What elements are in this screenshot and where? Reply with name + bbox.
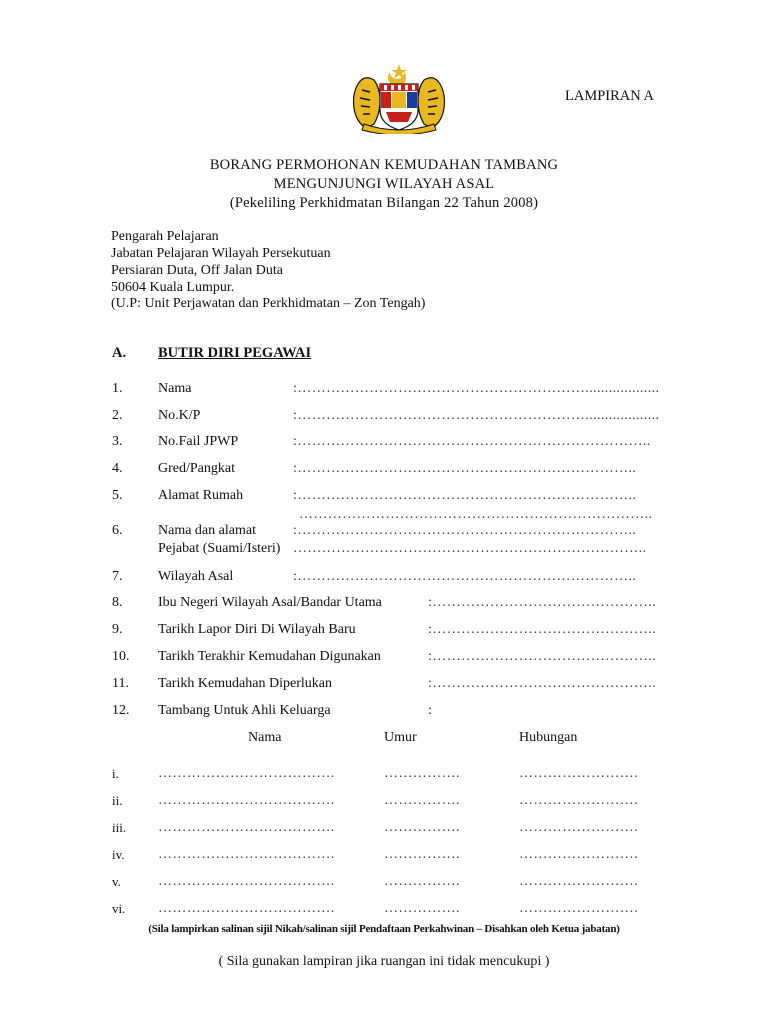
address-line5: (U.P: Unit Perjawatan dan Perkhidmatan – Zon Tengah) xyxy=(111,296,426,311)
field-number: 8. xyxy=(112,595,123,610)
family-umur-input[interactable]: ……………. xyxy=(384,820,460,835)
row-numeral: i. xyxy=(112,766,119,781)
field-input-ibu-negeri[interactable]: :……………………………………….. xyxy=(428,595,657,610)
field-input-tarikh-terakhir[interactable]: :……………………………………….. xyxy=(428,649,657,664)
field-input-nama[interactable]: :……………………………………………………................... xyxy=(293,381,660,396)
field-number: 5. xyxy=(112,488,123,503)
section-a-letter: A. xyxy=(112,345,127,361)
attachment-note: (Sila lampirkan salinan sijil Nikah/salinan sijil Pendaftaan Perkahwinan – Disahkan oleh Ketua jabatan) xyxy=(148,923,620,935)
form-title-line2: MENGUNJUNGI WILAYAH ASAL xyxy=(273,176,495,192)
field-input-nokp[interactable]: :……………………………………………………................... xyxy=(293,408,660,423)
field-input-gred[interactable]: :…………………………………………………………….. xyxy=(293,461,637,476)
field-number: 12. xyxy=(112,703,130,718)
field-number: 2. xyxy=(112,408,123,423)
section-a-title: BUTIR DIRI PEGAWAI xyxy=(158,345,312,361)
address-line2: Jabatan Pelajaran Wilayah Persekutuan xyxy=(111,246,331,261)
field-number: 6. xyxy=(112,523,123,538)
family-umur-input[interactable]: ……………. xyxy=(384,847,460,862)
field-label-tambang: Tambang Untuk Ahli Keluarga xyxy=(158,703,331,718)
family-umur-input[interactable]: ……………. xyxy=(384,901,460,916)
field-number: 4. xyxy=(112,461,123,476)
field-number: 7. xyxy=(112,569,123,584)
family-hubungan-input[interactable]: ……………………. xyxy=(519,847,639,862)
field-label-nofail: No.Fail JPWP xyxy=(158,434,239,449)
row-numeral: iv. xyxy=(112,847,125,862)
field-number: 9. xyxy=(112,622,123,637)
field-input-wilayah[interactable]: :…………………………………………………………….. xyxy=(293,569,637,584)
field-input-nofail[interactable]: :……………………………………………………………….. xyxy=(293,434,651,449)
family-nama-input[interactable]: ………………………………. xyxy=(158,793,335,808)
family-hubungan-input[interactable]: ……………………. xyxy=(519,820,639,835)
field-number: 3. xyxy=(112,434,123,449)
row-numeral: vi. xyxy=(112,901,126,916)
field-input-alamat[interactable]: :…………………………………………………………….. xyxy=(293,488,637,503)
family-umur-input[interactable]: ……………. xyxy=(384,793,460,808)
field-number: 11. xyxy=(112,676,129,691)
field-label-nokp: No.K/P xyxy=(158,408,201,423)
family-hubungan-input[interactable]: ……………………. xyxy=(519,793,639,808)
field-label-nama: Nama xyxy=(158,381,192,396)
field-label-wilayah: Wilayah Asal xyxy=(158,569,234,584)
address-line4: 50604 Kuala Lumpur. xyxy=(111,280,235,295)
field-label-tarikh-diperlukan: Tarikh Kemudahan Diperlukan xyxy=(158,676,332,691)
field-number: 1. xyxy=(112,381,123,396)
family-nama-input[interactable]: ………………………………. xyxy=(158,766,335,781)
form-title-line3: (Pekeliling Perkhidmatan Bilangan 22 Tahun 2008) xyxy=(229,195,539,211)
family-hubungan-input[interactable]: ……………………. xyxy=(519,874,639,889)
field-input-nama-alamat[interactable]: :…………………………………………………………….. xyxy=(293,523,637,538)
field-label-gred: Gred/Pangkat xyxy=(158,461,235,476)
extra-space-note: ( Sila gunakan lampiran jika ruangan ini tidak mencukupi ) xyxy=(218,954,550,969)
field-number: 10. xyxy=(112,649,130,664)
family-hubungan-input[interactable]: ……………………. xyxy=(519,766,639,781)
family-nama-input[interactable]: ………………………………. xyxy=(158,820,335,835)
family-umur-input[interactable]: ……………. xyxy=(384,766,460,781)
family-nama-input[interactable]: ………………………………. xyxy=(158,874,335,889)
form-title-line1: BORANG PERMOHONAN KEMUDAHAN TAMBANG xyxy=(209,157,559,173)
field-label-ibu-negeri: Ibu Negeri Wilayah Asal/Bandar Utama xyxy=(158,595,382,610)
column-header-nama: Nama xyxy=(248,730,282,745)
field-input-tarikh-diperlukan[interactable]: :……………………………………….. xyxy=(428,676,657,691)
field-label-nama-alamat: Nama dan alamat xyxy=(158,523,256,538)
coat-of-arms-icon xyxy=(350,62,448,134)
address-line1: Pengarah Pelajaran xyxy=(111,229,219,244)
field-input-tarikh-lapor[interactable]: :……………………………………….. xyxy=(428,622,657,637)
address-line3: Persiaran Duta, Off Jalan Duta xyxy=(111,263,283,278)
field-input-pejabat[interactable]: ……………………………………………………………….. xyxy=(293,541,647,556)
lampiran-label: LAMPIRAN A xyxy=(565,88,655,104)
family-hubungan-input[interactable]: ……………………. xyxy=(519,901,639,916)
field-label-tarikh-lapor: Tarikh Lapor Diri Di Wilayah Baru xyxy=(158,622,356,637)
row-numeral: ii. xyxy=(112,793,123,808)
field-colon: : xyxy=(428,703,432,718)
row-numeral: iii. xyxy=(112,820,127,835)
family-nama-input[interactable]: ………………………………. xyxy=(158,847,335,862)
field-label-pejabat: Pejabat (Suami/Isteri) xyxy=(158,541,281,556)
column-header-hubungan: Hubungan xyxy=(519,730,578,745)
field-label-tarikh-terakhir: Tarikh Terakhir Kemudahan Digunakan xyxy=(158,649,381,664)
field-input-alamat-line2[interactable]: ……………………………………………………………….. xyxy=(299,507,653,522)
row-numeral: v. xyxy=(112,874,121,889)
field-label-alamat: Alamat Rumah xyxy=(158,488,244,503)
column-header-umur: Umur xyxy=(384,730,417,745)
family-nama-input[interactable]: ………………………………. xyxy=(158,901,335,916)
family-umur-input[interactable]: ……………. xyxy=(384,874,460,889)
